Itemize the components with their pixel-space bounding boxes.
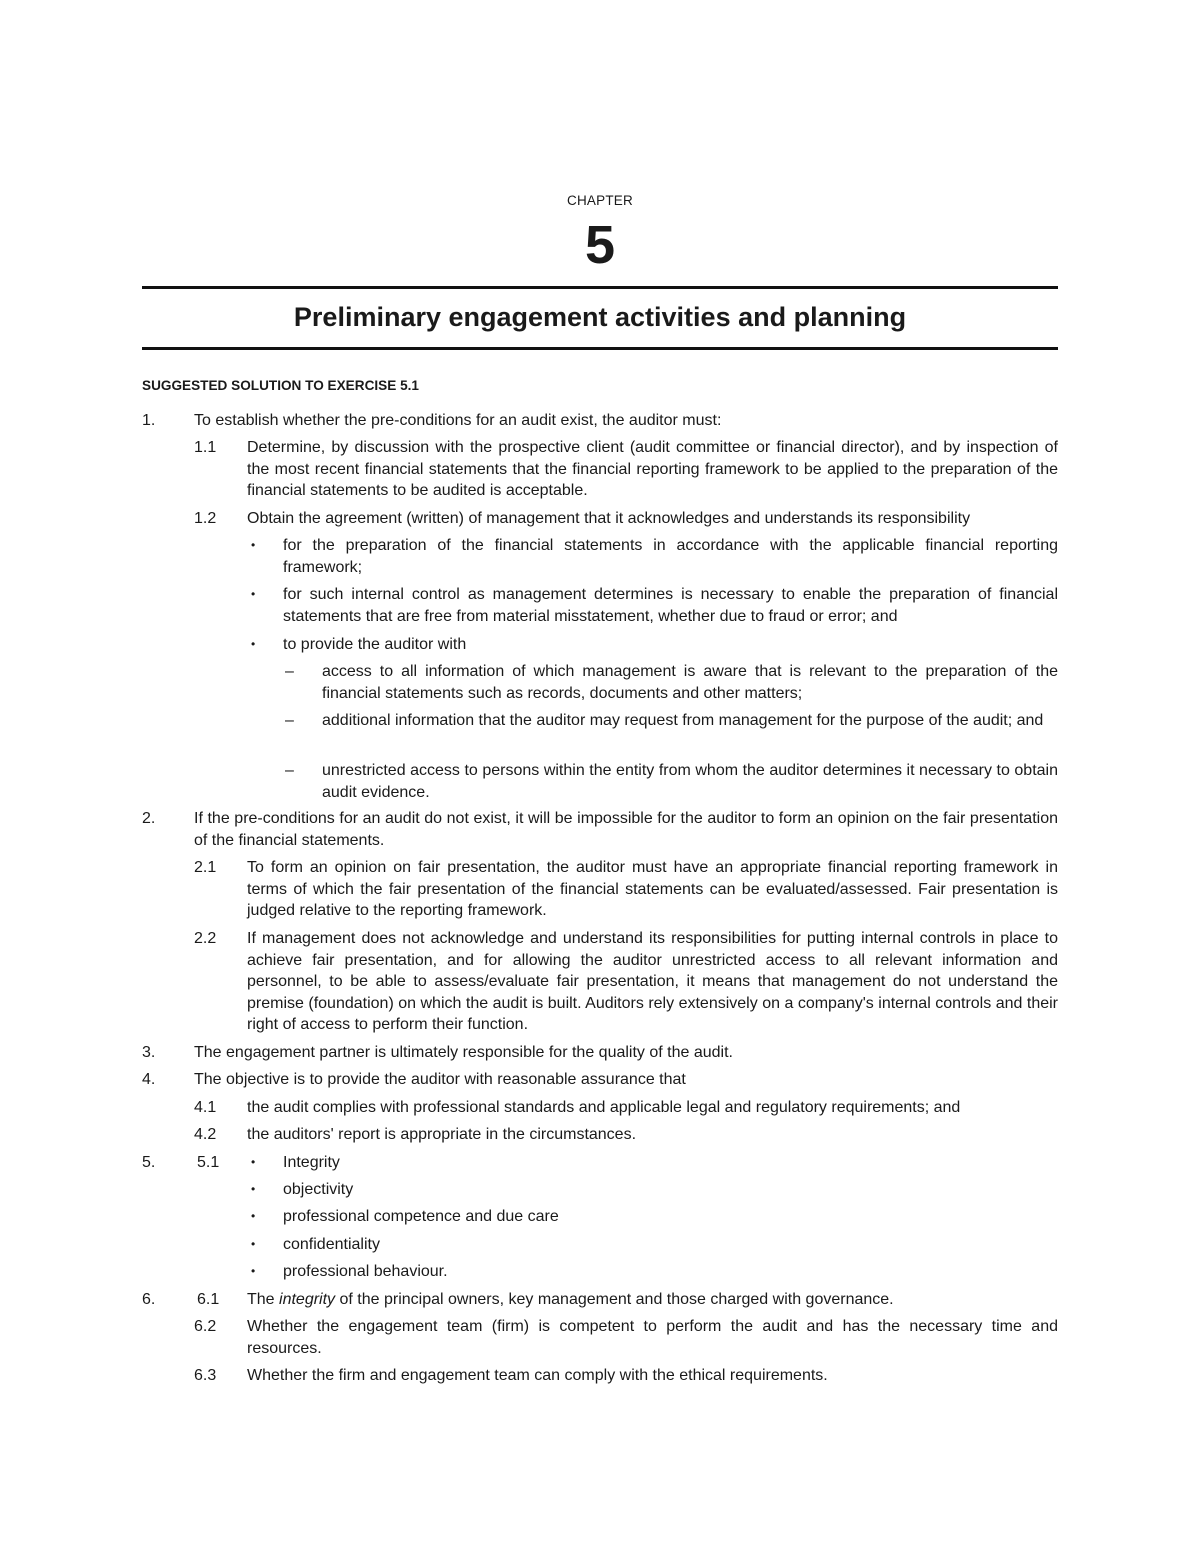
section-heading: SUGGESTED SOLUTION TO EXERCISE 5.1 (142, 378, 419, 393)
item-number: 2.1 (194, 859, 217, 876)
item-number: 2.2 (194, 930, 217, 947)
bullet-text: to provide the auditor with (283, 636, 467, 653)
item-number: 3. (142, 1044, 156, 1061)
dash-text: additional information that the auditor may request from management for the purpose of the audit; and (322, 712, 1044, 729)
item-text: the audit complies with professional standards and applicable legal and regulatory requirements; and (247, 1099, 961, 1116)
bullet-text: professional competence and due care (283, 1208, 559, 1225)
chapter-label: CHAPTER (567, 193, 633, 208)
bullet-text: objectivity (283, 1181, 354, 1198)
item-text (247, 1289, 1058, 1311)
bullet-text: professional behaviour. (283, 1263, 448, 1280)
item-number: 5. (142, 1154, 156, 1171)
item-text: the auditors' report is appropriate in the circumstances. (247, 1126, 637, 1143)
item-number: 4.1 (194, 1099, 217, 1116)
item-number: 6.2 (194, 1318, 217, 1335)
item-text: To establish whether the pre-conditions for an audit exist, the auditor must: (194, 412, 722, 429)
item-number: 6.3 (194, 1367, 217, 1384)
bullet-symbol: • (251, 1264, 256, 1278)
top-rule (142, 286, 1058, 289)
bullet-text: confidentiality (283, 1236, 380, 1253)
item-number: 4.2 (194, 1126, 217, 1143)
item-text: To form an opinion on fair presentation, the auditor must have an appropriate financial reporting framework in terms of which the fair presentation of the financial statements can be evaluated/assessed. Fair presentation is judged relative to the reporting framework. (247, 859, 1058, 919)
item-sub-number: 5.1 (197, 1154, 220, 1171)
bullet-text: for such internal control as management determines is necessary to enable the preparation of financial statements that are free from material misstatement, whether due to fraud or error; and (283, 586, 1058, 625)
chapter-title: Preliminary engagement activities and planning (293, 302, 907, 332)
bullet-symbol: • (251, 538, 256, 552)
dash-symbol: – (285, 762, 294, 779)
item-number: 1. (142, 412, 156, 429)
item-number: 6. (142, 1291, 156, 1308)
item-number: 1.2 (194, 510, 217, 527)
dash-text: access to all information of which management is aware that is relevant to the preparation of the financial statements such as records, documents and other matters; (322, 663, 1058, 702)
bullet-symbol: • (251, 1182, 256, 1196)
bullet-text: for the preparation of the financial statements in accordance with the applicable financial reporting framework; (283, 537, 1058, 576)
bullet-symbol: • (251, 1155, 256, 1169)
bullet-text: Integrity (283, 1154, 340, 1171)
dash-symbol: – (285, 663, 294, 680)
dash-symbol: – (285, 712, 294, 729)
item-text: Obtain the agreement (written) of management that it acknowledges and understands its responsibility (247, 510, 971, 527)
item-sub-number: 6.1 (197, 1291, 220, 1308)
dash-text: unrestricted access to persons within the entity from whom the auditor determines it necessary to obtain audit evidence. (322, 762, 1058, 801)
bullet-symbol: • (251, 587, 256, 601)
item-text: Whether the engagement team (firm) is competent to perform the audit and has the necessary time and resources. (247, 1318, 1058, 1357)
item-text-post: of the principal owners, key management and those charged with governance. (335, 1291, 894, 1308)
bullet-symbol: • (251, 1237, 256, 1251)
item-text: The engagement partner is ultimately responsible for the quality of the audit. (194, 1044, 733, 1061)
item-text-pre: The (247, 1291, 280, 1308)
item-text: Whether the firm and engagement team can comply with the ethical requirements. (247, 1367, 828, 1384)
item-text: Determine, by discussion with the prospective client (audit committee or financial director), and by inspection of the most recent financial statements that the financial reporting framework to be applied to the preparation of the financial statements to be audited is acceptable. (247, 439, 1058, 499)
item-text-emphasis: integrity (279, 1291, 336, 1308)
chapter-number: 5 (584, 215, 616, 275)
item-number: 4. (142, 1071, 156, 1088)
bottom-rule (142, 347, 1058, 350)
bullet-symbol: • (251, 1209, 256, 1223)
item-text: If management does not acknowledge and understand its responsibilities for putting internal controls in place to achieve fair presentation, and for allowing the auditor unrestricted access to all relevant information and personnel, to be able to assess/evaluate fair presentation, it means that management do not understand the premise (foundation) on which the audit is built. Auditors rely extensively on a company's internal controls and their right of access to perform their function. (247, 930, 1058, 1033)
item-number: 1.1 (194, 439, 217, 456)
item-text: If the pre-conditions for an audit do not exist, it will be impossible for the auditor to form an opinion on the fair presentation of the financial statements. (194, 810, 1058, 849)
bullet-symbol: • (251, 637, 256, 651)
item-number: 2. (142, 810, 156, 827)
item-text: The objective is to provide the auditor with reasonable assurance that (194, 1071, 686, 1088)
